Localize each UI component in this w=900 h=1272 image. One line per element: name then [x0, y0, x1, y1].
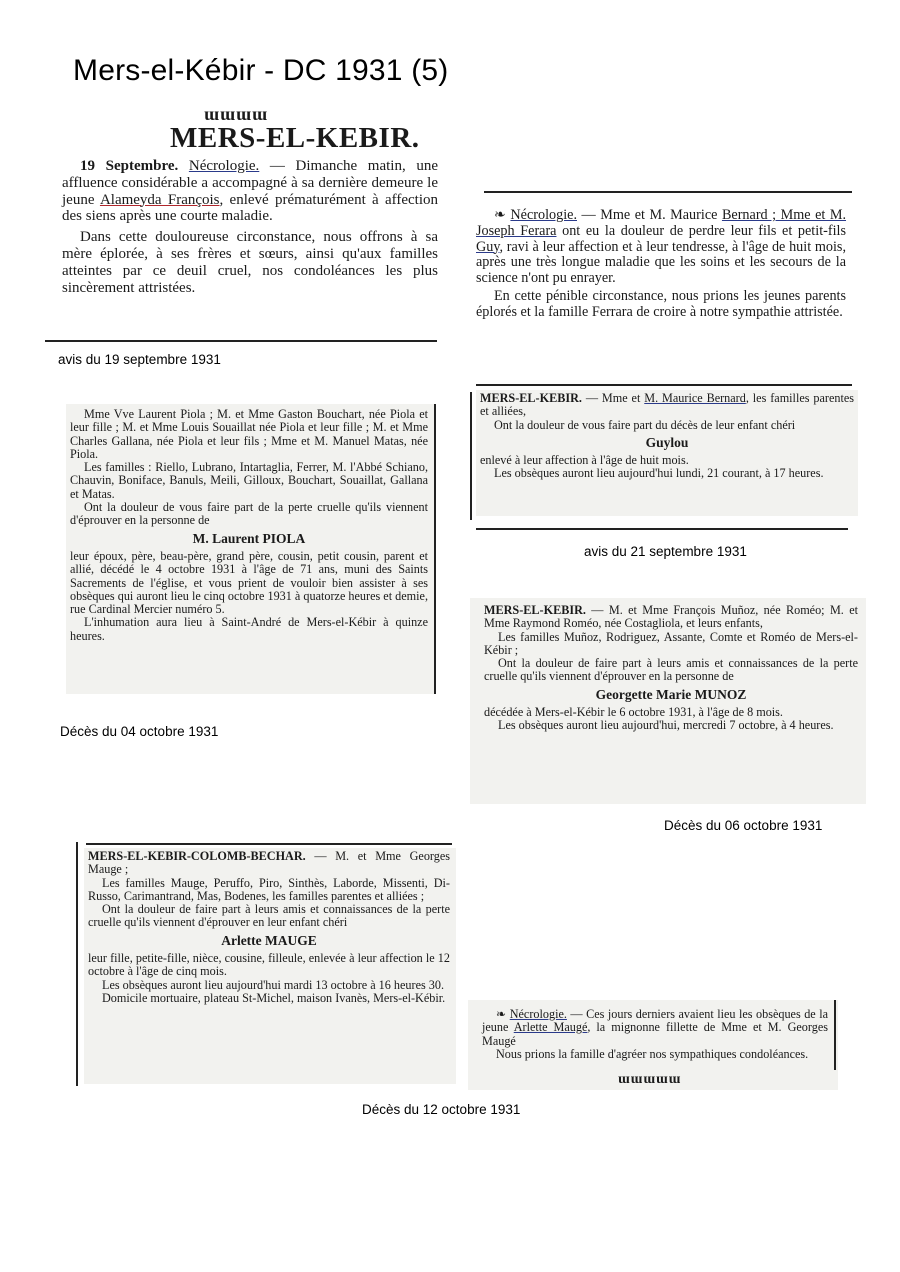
- paragraph: Ont la douleur de faire part à leurs amis et connaissances de la perte cruelle qu'ils viennent d'éprouver en la personne de: [484, 656, 858, 684]
- deceased-name: Guylou: [645, 434, 689, 450]
- clipping-guylou: [476, 390, 858, 516]
- paragraph: Nous prions la famille d'agréer nos sympathiques condoléances.: [496, 1046, 809, 1061]
- paragraph: leur époux, père, beau-père, grand père, cousin, petit cousin, parent et allié, décédé le 4 octobre 1931 à l'âge de 71 ans, muni des Saints Sacrements de l'église, et vous prient de vouloir bien assister à ses obsèques qui auront lieu le cinq octobre 1931 à quatorze heures et demie, rue Cardinal Mercier numéro 5.: [70, 548, 428, 617]
- keyword: Nécrologie.: [509, 1007, 567, 1021]
- fleuron-icon: ❧: [496, 1007, 507, 1021]
- clipping-body: [88, 850, 450, 1005]
- text: , enlevé prématurément à affection des siens après une courte maladie.: [62, 191, 438, 225]
- divider: [476, 384, 852, 386]
- text: — Ces jours derniers avaient lieu les obsèques de la jeune: [482, 1007, 828, 1035]
- column-rule: [834, 1000, 836, 1070]
- caption: Décès du 06 octobre 1931: [664, 818, 823, 833]
- clipping-heading: MERS-EL-KEBIR.: [170, 122, 420, 154]
- text: — M. et Mme Georges Mauge ;: [88, 849, 450, 877]
- paragraph: décédée à Mers-el-Kébir le 6 octobre 1931, à l'âge de 8 mois.: [484, 705, 783, 720]
- paragraph: Ont la douleur de vous faire part du décès de leur enfant chéri: [494, 417, 796, 432]
- divider: [45, 340, 437, 342]
- text: — Mme et M. Maurice: [577, 207, 722, 223]
- date: 19 Septembre.: [80, 158, 179, 174]
- lead: MERS-EL-KEBIR.: [484, 603, 586, 617]
- text: — Dimanche matin, une affluence considérable a accompagné à sa dernière demeure le jeune: [62, 158, 438, 208]
- text: , ravi à leur affection et à leur tendresse, à l'âge de huit mois, après une très longue maladie que les soins et les secours de la science n'ont pu enrayer.: [476, 238, 846, 287]
- text: — Mme et: [581, 391, 645, 405]
- paragraph: Les obsèques auront lieu aujourd'hui lundi, 21 courant, à 17 heures.: [494, 466, 824, 481]
- lead: MERS-EL-KEBIR.: [480, 391, 582, 405]
- caption: Décès du 12 octobre 1931: [362, 1102, 521, 1117]
- paragraph: [62, 158, 438, 225]
- fleuron-icon: ❧: [494, 207, 506, 223]
- page-title: Mers-el-Kébir - DC 1931 (5): [73, 54, 449, 87]
- lead: MERS-EL-KEBIR-COLOMB-BECHAR.: [88, 849, 306, 863]
- paragraph: En cette pénible circonstance, nous prions les jeunes parents éplorés et la famille Ferrara de croire à notre sympathie attristée.: [476, 287, 846, 320]
- paragraph: Les obsèques auront lieu aujourd'hui, mercredi 7 octobre, à 4 heures.: [498, 718, 834, 733]
- clipping-alameyda: [58, 104, 442, 326]
- clipping-body: [482, 1008, 828, 1061]
- deceased-name: Alameyda François: [99, 191, 220, 208]
- deceased-name: Georgette Marie MUNOZ: [595, 686, 747, 702]
- divider: [484, 191, 852, 193]
- caption: avis du 21 septembre 1931: [584, 544, 747, 559]
- text: ont eu la douleur de perdre leur fils et petit-fils: [556, 222, 846, 239]
- divider: [476, 528, 848, 530]
- caption: Décès du 04 octobre 1931: [60, 724, 219, 739]
- paragraph: [480, 392, 854, 419]
- paragraph: leur fille, petite-fille, nièce, cousine, filleule, enlevée à leur affection le 12 octobre à l'âge de cinq mois.: [88, 951, 450, 979]
- clipping-munoz: [470, 598, 866, 804]
- clipping-mauge-necrologie: [468, 1000, 838, 1090]
- text: , la mignonne fillette de Mme et M. Georges Maugé: [482, 1020, 828, 1048]
- clipping-body: [480, 392, 854, 481]
- paragraph: Les familles Muñoz, Rodriguez, Assante, Comte et Roméo de Mers-el-Kébir ;: [484, 629, 858, 657]
- paragraph: Ont la douleur de faire part à leurs amis et connaissances de la perte cruelle qu'ils viennent d'éprouver en leur enfant chéri: [88, 902, 450, 930]
- paragraph: Les obsèques auront lieu aujourd'hui mardi 13 octobre à 16 heures 30.: [102, 977, 444, 992]
- clipping-guy-necrologie: [476, 206, 852, 374]
- paragraph: Ont la douleur de vous faire part de la perte cruelle qu'ils viennent d'éprouver en la personne de: [70, 500, 428, 528]
- paragraph: enlevé à leur affection à l'âge de huit mois.: [480, 453, 689, 468]
- column-rule: [434, 404, 436, 694]
- keyword: Nécrologie.: [188, 158, 260, 174]
- paragraph: [476, 208, 846, 287]
- keyword: Nécrologie.: [510, 207, 577, 223]
- clipping-body: [62, 158, 438, 296]
- paragraph: Les familles Mauge, Peruffo, Piro, Sinthès, Laborde, Missenti, Di-Russo, Carimantrand, Mas, Bodenes, les familles parentes et alliées ;: [88, 875, 450, 903]
- paragraph: Dans cette douloureuse circonstance, nous offrons à sa mère éplorée, à ses frères et sœurs, ainsi qu'aux familles atteintes par ce deuil cruel, nos condoléances les plus sincèrement attristées.: [62, 229, 438, 296]
- clipping-body: [70, 408, 428, 643]
- column-rule: [76, 842, 78, 1086]
- paragraph: [88, 850, 450, 877]
- text: — M. et Mme François Muñoz, née Roméo; M. et Mme Raymond Roméo, née Costagliola, et leurs enfants,: [484, 603, 858, 631]
- clipping-mauge: [84, 848, 456, 1084]
- column-rule: [470, 392, 472, 520]
- parents-names: Bernard ; Mme et M. Joseph Ferara: [476, 207, 847, 239]
- caption: avis du 19 septembre 1931: [58, 352, 221, 367]
- deceased-name: M. Laurent PIOLA: [192, 530, 306, 546]
- paragraph: Domicile mortuaire, plateau St-Michel, maison Ivanès, Mers-el-Kébir.: [102, 990, 446, 1005]
- clipping-body: [476, 208, 846, 321]
- divider: [86, 843, 452, 845]
- ornament: ɯɯɯɯɯ: [618, 1072, 682, 1087]
- text: , les familles parentes et alliées,: [480, 391, 854, 419]
- deceased-name: Guy: [476, 238, 500, 255]
- ornament: ɯɯɯɯ: [204, 104, 268, 124]
- clipping-piola: [66, 404, 434, 694]
- paragraph: [484, 604, 858, 631]
- deceased-name: Arlette Maugé: [513, 1020, 588, 1035]
- paragraph: L'inhumation aura lieu à Saint-André de Mers-el-Kébir à quinze heures.: [70, 615, 428, 643]
- paragraph: Les familles : Riello, Lubrano, Intartaglia, Ferrer, M. l'Abbé Schiano, Chauvin, Boniface, Banuls, Meili, Gilloux, Bouchart, Souaillat, Gallana et Matas.: [70, 460, 428, 501]
- parent-name: M. Maurice Bernard: [644, 391, 746, 405]
- paragraph: Mme Vve Laurent Piola ; M. et Mme Gaston Bouchart, née Piola et leur fille ; M. et Mme Louis Souaillat née Piola et leur fille ; M. et Mme Charles Gallana, née Piola et leur fils ; Mme et M. Manuel Matas, née Piola.: [70, 407, 428, 461]
- deceased-name: Arlette MAUGE: [221, 932, 317, 948]
- paragraph: [482, 1008, 828, 1048]
- clipping-body: [484, 604, 858, 733]
